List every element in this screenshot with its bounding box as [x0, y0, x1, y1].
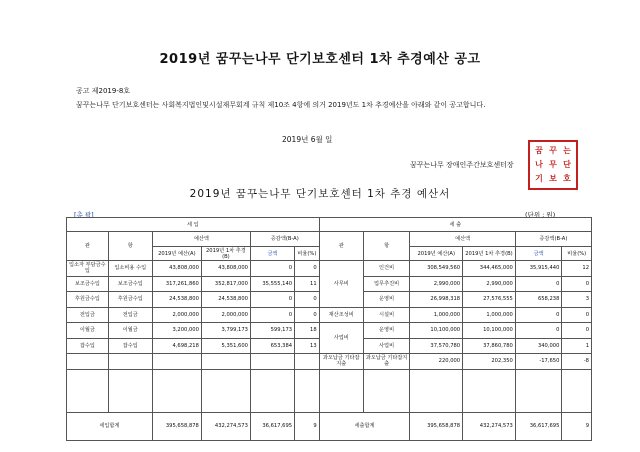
header-ratio: 비율(%) [562, 247, 592, 261]
revenue-total-a: 395,658,878 [152, 412, 201, 440]
exp-ratio: 12 [562, 261, 592, 277]
header-hang: 항 [363, 232, 410, 261]
expense-total-change: 36,617,695 [515, 412, 562, 440]
exp-budget-b: 37,860,780 [463, 338, 516, 354]
exp-budget-b: 10,100,000 [463, 323, 516, 339]
rev-hang: 잡수입 [108, 338, 152, 354]
header-gwan: 관 [67, 232, 109, 261]
rev-empty [152, 354, 201, 370]
rev-budget-b: 5,351,600 [201, 338, 250, 354]
exp-change: -17,650 [515, 354, 562, 370]
exp-change: 35,915,440 [515, 261, 562, 277]
filler-cell [108, 369, 152, 412]
rev-hang: 입소비용 수입 [108, 261, 152, 277]
filler-cell [515, 369, 562, 412]
seal-char: 나 [535, 159, 543, 169]
rev-budget-a: 317,261,860 [152, 276, 201, 292]
seal-char: 보 [549, 173, 557, 183]
rev-budget-a: 4,698,218 [152, 338, 201, 354]
rev-budget-b: 352,817,000 [201, 276, 250, 292]
budget-doc-title: 2019년 꿈꾸는나무 단기보호센터 1차 추경 예산서 [189, 188, 451, 200]
exp-change: 340,000 [515, 338, 562, 354]
unit-label: (단위 : 원) [525, 211, 556, 219]
revenue-total-label: 세입합계 [67, 412, 153, 440]
rev-change: 653,384 [250, 338, 294, 354]
filler-cell [295, 369, 320, 412]
filler-cell [201, 369, 250, 412]
header-budget: 예산액 [152, 232, 250, 247]
exp-hang: 운영비 [363, 323, 410, 339]
rev-hang: 이월금 [108, 323, 152, 339]
filler-cell [562, 369, 592, 412]
rev-change: 35,555,140 [250, 276, 294, 292]
rev-hang: 후원금수입 [108, 292, 152, 308]
rev-change: 0 [250, 292, 294, 308]
expense-total-a: 395,658,878 [410, 412, 463, 440]
filler-cell [363, 369, 410, 412]
exp-budget-b: 2,990,000 [463, 276, 516, 292]
notice-title: 2019년 꿈꾸는나무 단기보호센터 1차 추경예산 공고 [159, 52, 481, 67]
seal-char: 단 [563, 159, 571, 169]
rev-gwan: 이월금 [67, 323, 109, 339]
exp-budget-a: 10,100,000 [410, 323, 463, 339]
rev-change: 0 [250, 307, 294, 323]
revenue-caption: 세 입 [67, 218, 320, 232]
exp-budget-a: 2,990,000 [410, 276, 463, 292]
seal-char: 는 [563, 145, 571, 155]
header-2019-budget: 2019년 예산(A) [152, 247, 201, 261]
notice-number: 공고 제2019-8호 [76, 87, 131, 95]
rev-budget-a: 24,538,800 [152, 292, 201, 308]
signer: 꿈꾸는나무 장애인주간보호센터장 [410, 161, 514, 169]
exp-budget-b: 344,465,000 [463, 261, 516, 277]
seal-char: 호 [563, 173, 571, 183]
rev-gwan: 입소자 부담금수입 [67, 261, 109, 277]
expense-total-label: 세출합계 [319, 412, 410, 440]
exp-budget-a: 37,570,780 [410, 338, 463, 354]
rev-empty [250, 354, 294, 370]
header-2019-supp: 2019년 1차 추경(B) [201, 247, 250, 261]
header-2019-supp: 2019년 1차 추경(B) [463, 247, 516, 261]
seal-char: 무 [549, 159, 557, 169]
exp-hang: 과오납금 기타잡지출 [363, 354, 410, 370]
rev-hang: 보조금수입 [108, 276, 152, 292]
rev-budget-b: 43,808,000 [201, 261, 250, 277]
filler-cell [67, 369, 109, 412]
exp-change: 0 [515, 323, 562, 339]
filler-cell [463, 369, 516, 412]
exp-gwan: 과오납금 기타잡지출 [319, 354, 363, 370]
rev-ratio: 18 [295, 323, 320, 339]
header-ratio: 비율(%) [295, 247, 320, 261]
header-amount: 금액 [250, 247, 294, 261]
exp-group: 사업비 [319, 323, 363, 354]
filler-cell [319, 369, 363, 412]
rev-ratio: 11 [295, 276, 320, 292]
rev-change: 599,173 [250, 323, 294, 339]
seal-char: 꾸 [549, 145, 557, 155]
exp-hang: 업무추진비 [363, 276, 410, 292]
exp-change: 0 [515, 307, 562, 323]
header-hang: 항 [108, 232, 152, 261]
rev-budget-b: 3,799,173 [201, 323, 250, 339]
filler-cell [152, 369, 201, 412]
exp-budget-a: 1,000,000 [410, 307, 463, 323]
exp-hang: 사업비 [363, 338, 410, 354]
header-change: 증감액(B-A) [515, 232, 591, 247]
exp-change: 0 [515, 276, 562, 292]
budget-table [66, 217, 592, 441]
rev-empty [108, 354, 152, 370]
exp-budget-b: 202,350 [463, 354, 516, 370]
expense-total-b: 432,274,573 [463, 412, 516, 440]
rev-budget-b: 2,000,000 [201, 307, 250, 323]
exp-budget-b: 27,576,555 [463, 292, 516, 308]
exp-budget-a: 308,549,560 [410, 261, 463, 277]
rev-empty [67, 354, 109, 370]
rev-ratio: 0 [295, 307, 320, 323]
rev-ratio: 13 [295, 338, 320, 354]
rev-gwan: 후원금수입 [67, 292, 109, 308]
notice-date: 2019년 6월 일 [282, 135, 333, 144]
seal-char: 꿈 [535, 145, 543, 155]
exp-ratio: -8 [562, 354, 592, 370]
rev-budget-a: 2,000,000 [152, 307, 201, 323]
header-2019-budget: 2019년 예산(A) [410, 247, 463, 261]
rev-empty [201, 354, 250, 370]
exp-ratio: 3 [562, 292, 592, 308]
rev-change: 0 [250, 261, 294, 277]
rev-ratio: 0 [295, 261, 320, 277]
section-label: [총 괄] [74, 211, 94, 219]
notice-body: 꿈꾸는나무 단기보호센터는 사회복지법인및시설재무회계 규칙 제10조 4항에 의거 2019년도 1차 추경예산을 아래와 같이 공고합니다. [76, 101, 486, 109]
revenue-total-ratio: 9 [295, 412, 320, 440]
exp-budget-a: 220,000 [410, 354, 463, 370]
exp-ratio: 0 [562, 307, 592, 323]
exp-hang: 운영비 [363, 292, 410, 308]
rev-gwan: 전입금 [67, 307, 109, 323]
rev-budget-a: 43,808,000 [152, 261, 201, 277]
exp-ratio: 0 [562, 276, 592, 292]
exp-hang: 인건비 [363, 261, 410, 277]
expense-caption: 세 출 [319, 218, 591, 232]
rev-gwan: 잡수입 [67, 338, 109, 354]
rev-empty [295, 354, 320, 370]
rev-budget-a: 3,200,000 [152, 323, 201, 339]
exp-ratio: 1 [562, 338, 592, 354]
filler-cell [250, 369, 294, 412]
header-budget: 예산액 [410, 232, 515, 247]
revenue-total-b: 432,274,573 [201, 412, 250, 440]
official-seal [528, 140, 578, 190]
rev-gwan: 보조금수입 [67, 276, 109, 292]
exp-budget-a: 26,998,318 [410, 292, 463, 308]
seal-char: 기 [535, 173, 543, 183]
header-change: 증감액(B-A) [250, 232, 319, 247]
filler-cell [410, 369, 463, 412]
rev-ratio: 0 [295, 292, 320, 308]
exp-group: 사무비 [319, 261, 363, 308]
exp-hang: 시설비 [363, 307, 410, 323]
exp-change: 658,238 [515, 292, 562, 308]
exp-ratio: 0 [562, 323, 592, 339]
header-amount: 금액 [515, 247, 562, 261]
rev-hang: 전입금 [108, 307, 152, 323]
rev-budget-b: 24,538,800 [201, 292, 250, 308]
revenue-total-change: 36,617,695 [250, 412, 294, 440]
exp-budget-b: 1,000,000 [463, 307, 516, 323]
header-gwan: 관 [319, 232, 363, 261]
expense-total-ratio: 9 [562, 412, 592, 440]
exp-group: 재산조성비 [319, 307, 363, 323]
